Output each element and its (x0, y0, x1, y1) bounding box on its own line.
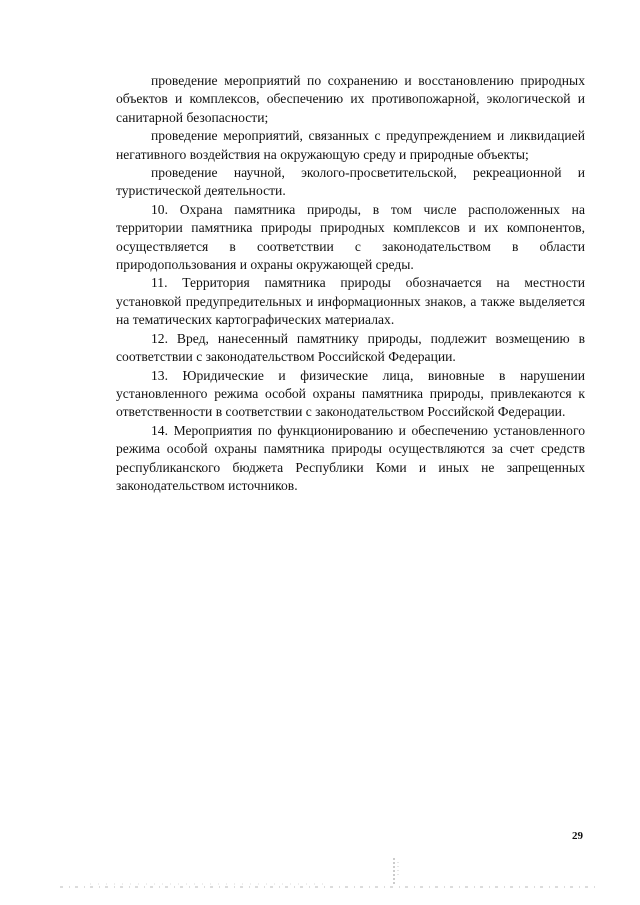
paragraph-restoration: проведение мероприятий по сохранению и восстановлению природных объектов и комплексов, обеспечению их противопожарной, экологической и санитарной безопасности; (116, 73, 585, 125)
document-body (116, 72, 585, 495)
paragraph-12: 12. Вред, нанесенный памятнику природы, подлежит возмещению в соответствии с законодательством Российской Федерации. (116, 330, 585, 365)
paragraph-14: 14. Мероприятия по функционированию и обеспечению установленного режима особой охраны памятника природы осуществляются за счет средств республиканского бюджета Республики Коми и иных не запрещенных законодательством источников. (116, 422, 585, 493)
paragraph-prevention: проведение мероприятий, связанных с предупреждением и ликвидацией негативного воздействия на окружающую среду и природные объекты; (116, 128, 585, 162)
paragraph-13: 13. Юридические и физические лица, виновные в нарушении установленного режима особой охраны памятника природы, привлекаются к ответственности в соответствии с законодательством Российской Федерации. (116, 367, 585, 420)
page-number: 29 (572, 830, 583, 842)
paragraph-10: 10. Охрана памятника природы, в том числе расположенных на территории памятника природы природных комплексов и их компонентов, осуществляется в соответствии с законодательством в области природопользования и охраны окружающей среды. (116, 201, 585, 273)
paragraph-scientific-activity: проведение научной, эколого-просветительской, рекреационной и туристической деятельности. (116, 165, 585, 199)
paragraph-11: 11. Территория памятника природы обозначается на местности установкой предупредительных и информационных знаков, а также выделяется на тематических картографических материалах. (116, 275, 585, 328)
